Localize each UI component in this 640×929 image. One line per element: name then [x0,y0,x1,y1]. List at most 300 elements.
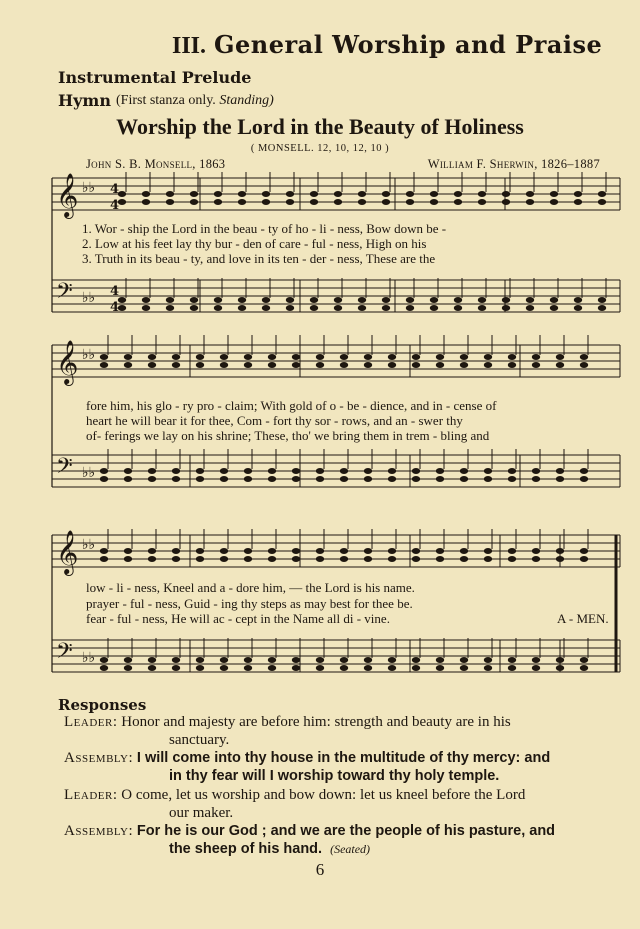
note-head [526,199,534,205]
bass-clef: 𝄢 [56,454,73,484]
note-head [454,297,462,303]
note-head [190,305,198,311]
note-head [148,556,156,562]
note-head [220,476,228,482]
note-head [436,556,444,562]
note-head [316,476,324,482]
note-head [436,354,444,360]
note-head [598,297,606,303]
response-assembly-2-cont [169,840,370,858]
note-head [220,556,228,562]
note-head [286,305,294,311]
note-head [316,657,324,663]
note-head [238,199,246,205]
note-head [214,297,222,303]
note-head [556,362,564,368]
note-head [598,305,606,311]
lyric-s1-v2: 2. Low at his feet lay thy bur - den of care - ful - ness, High on his [82,236,427,251]
note-head [148,354,156,360]
note-head [340,665,348,671]
note-head [268,556,276,562]
role-label: Leader: [64,787,118,803]
note-head [340,657,348,663]
note-head [142,199,150,205]
note-head [454,305,462,311]
note-head [124,665,132,671]
prelude-heading: Instrumental Prelude [58,68,252,87]
note-head [574,199,582,205]
response-leader-1-cont: sanctuary. [169,732,230,748]
note-head [388,657,396,663]
note-head [214,199,222,205]
role-label: Leader: [64,714,118,730]
note-head [580,354,588,360]
note-head [316,665,324,671]
note-head [196,354,204,360]
note-head [100,548,108,554]
note-head [124,657,132,663]
note-head [406,199,414,205]
note-head [172,657,180,663]
amen: A - MEN. [557,611,609,626]
note-head [412,362,420,368]
note-head [166,305,174,311]
note-head [364,354,372,360]
note-head [310,297,318,303]
note-head [502,297,510,303]
note-head [556,354,564,360]
note-head [580,556,588,562]
note-head [286,191,294,197]
page-number: 6 [315,860,325,879]
note-head [412,665,420,671]
note-head [100,657,108,663]
tune-name: ( MONSELL. 12, 10, 12, 10 ) [250,143,390,154]
note-head [412,548,420,554]
note-head [484,548,492,554]
note-head [100,468,108,474]
treble-clef: 𝄞 [56,173,79,217]
note-head [292,468,300,474]
note-head [580,657,588,663]
seated-note: (Seated) [330,842,371,856]
note-head [460,657,468,663]
lyric-s3-v3: fear - ful - ness, He will ac - cept in the Name all di - vine. [86,611,390,626]
note-head [286,199,294,205]
note-head [118,297,126,303]
note-head [286,297,294,303]
note-head [358,199,366,205]
note-head [220,468,228,474]
note-head [244,468,252,474]
note-head [310,191,318,197]
note-head [196,657,204,663]
note-head [430,305,438,311]
note-head [532,556,540,562]
note-head [124,354,132,360]
note-head [340,556,348,562]
note-head [508,476,516,482]
role-label: Assembly: [64,823,134,839]
note-head [364,556,372,562]
lyric-s1-v3: 3. Truth in its beau - ty, and love in its ten - der - ness, These are the [82,251,436,266]
note-head [388,362,396,368]
note-head [310,199,318,205]
note-head [124,362,132,368]
time-signature: 4 [110,300,120,315]
note-head [148,468,156,474]
treble-clef: 𝄞 [56,340,79,384]
note-head [532,476,540,482]
note-head [172,665,180,671]
note-head [148,665,156,671]
note-head [580,548,588,554]
note-head [460,354,468,360]
note-head [262,191,270,197]
note-head [526,305,534,311]
note-head [292,548,300,554]
bass-clef: 𝄢 [56,279,73,309]
note-head [316,354,324,360]
note-head [142,305,150,311]
note-head [460,362,468,368]
note-head [550,199,558,205]
note-head [358,297,366,303]
response-text: the sheep of his hand. [169,841,323,857]
note-head [220,665,228,671]
note-head [268,476,276,482]
note-head [166,199,174,205]
note-head [460,556,468,562]
note-head [454,199,462,205]
note-head [484,665,492,671]
note-head [244,476,252,482]
note-head [388,468,396,474]
note-head [238,297,246,303]
note-head [532,354,540,360]
response-text: Honor and majesty are before him: strength and beauty are in his [121,714,511,730]
note-head [436,657,444,663]
note-head [364,476,372,482]
note-head [268,548,276,554]
note-head [220,548,228,554]
key-signature: ♭♭ [82,290,96,306]
note-head [406,191,414,197]
note-head [484,556,492,562]
note-head [436,362,444,368]
note-head [100,354,108,360]
note-head [190,199,198,205]
note-head [262,305,270,311]
note-head [364,665,372,671]
note-head [550,191,558,197]
note-head [364,468,372,474]
response-text: For he is our God ; and we are the people of his pasture, and [136,823,556,839]
note-head [460,468,468,474]
note-head [436,476,444,482]
note-head [382,191,390,197]
time-signature: 4 [110,284,120,299]
note-head [100,665,108,671]
note-head [340,354,348,360]
note-head [268,354,276,360]
note-head [382,199,390,205]
role-label: Assembly: [64,750,134,766]
note-head [508,556,516,562]
note-head [574,191,582,197]
note-head [124,548,132,554]
note-head [508,665,516,671]
lyric-s2-v2: heart he will bear it for thee, Com - fort thy sor - rows, and an - swer thy [86,413,463,428]
author-credit: John S. B. Monsell, 1863 [86,157,226,171]
note-head [412,657,420,663]
note-head [526,191,534,197]
note-head [556,468,564,474]
note-head [478,305,486,311]
key-signature: ♭♭ [82,537,96,553]
note-head [382,297,390,303]
responses-heading: Responses [58,696,147,714]
lyric-s1-v1: 1. Wor - ship the Lord in the beau - ty of ho - li - ness, Bow down be - [82,221,447,236]
note-head [214,191,222,197]
note-head [148,476,156,482]
note-head [148,362,156,368]
bass-clef: 𝄢 [56,639,73,669]
note-head [238,305,246,311]
key-signature: ♭♭ [82,347,96,363]
note-head [388,556,396,562]
note-head [190,297,198,303]
note-head [292,665,300,671]
note-head [268,665,276,671]
note-head [556,476,564,482]
hymn-heading: Hymn [58,91,111,110]
note-head [292,476,300,482]
note-head [244,556,252,562]
note-head [100,362,108,368]
note-head [172,476,180,482]
note-head [172,362,180,368]
note-head [244,362,252,368]
response-assembly-1 [64,749,550,767]
note-head [430,297,438,303]
note-head [340,362,348,368]
note-head [244,657,252,663]
note-head [316,362,324,368]
note-head [508,548,516,554]
note-head [100,476,108,482]
note-head [598,199,606,205]
note-head [388,665,396,671]
note-head [196,548,204,554]
note-head [484,354,492,360]
note-head [334,191,342,197]
response-text: I will come into thy house in the multitude of thy mercy: and [136,750,551,766]
hymn-note-text: (First stanza only. [116,93,216,108]
note-head [292,362,300,368]
response-leader-2 [64,786,525,804]
note-head [550,305,558,311]
note-head [532,548,540,554]
note-head [364,657,372,663]
note-head [172,354,180,360]
composer-credit: William F. Sherwin, 1826–1887 [427,157,600,171]
note-head [580,468,588,474]
note-head [436,665,444,671]
key-signature: ♭♭ [82,650,96,666]
note-head [430,199,438,205]
note-head [478,297,486,303]
note-head [268,362,276,368]
note-head [460,665,468,671]
time-signature: 4 [110,198,120,213]
note-head [580,362,588,368]
section-number: III. [172,33,207,59]
note-head [340,548,348,554]
section-name: General Worship and Praise [214,30,603,59]
treble-clef: 𝄞 [56,530,79,574]
note-head [484,362,492,368]
note-head [190,191,198,197]
note-head [118,305,126,311]
note-head [460,548,468,554]
note-head [292,354,300,360]
note-head [166,191,174,197]
note-head [508,354,516,360]
note-head [262,199,270,205]
note-head [436,468,444,474]
note-head [220,354,228,360]
note-head [124,476,132,482]
lyric-s3-v2: prayer - ful - ness, Guid - ing thy steps as may best for thee be. [86,596,413,611]
note-head [532,665,540,671]
note-head [412,476,420,482]
lyric-s2-v3: of- ferings we lay on his shrine; These, tho' we bring them in trem - bling and [86,428,490,443]
note-head [100,556,108,562]
note-head [268,468,276,474]
note-head [436,548,444,554]
note-head [484,657,492,663]
note-head [196,665,204,671]
note-head [292,657,300,663]
note-head [412,468,420,474]
note-head [316,556,324,562]
note-head [412,556,420,562]
note-head [196,476,204,482]
note-head [316,548,324,554]
lyric-s2-v1: fore him, his glo - ry pro - claim; With gold of o - be - dience, and in - cense of [86,398,497,413]
note-head [268,657,276,663]
note-head [460,476,468,482]
note-head [124,556,132,562]
note-head [478,199,486,205]
note-head [532,362,540,368]
note-head [124,468,132,474]
time-signature: 4 [110,182,120,197]
note-head [340,476,348,482]
note-head [430,191,438,197]
note-head [172,556,180,562]
note-head [508,657,516,663]
lyric-s3-v1: low - li - ness, Kneel and a - dore him, — the Lord is his name. [86,580,415,595]
note-head [574,297,582,303]
note-head [364,548,372,554]
note-head [244,548,252,554]
note-head [532,468,540,474]
note-head [118,191,126,197]
note-head [244,665,252,671]
note-head [292,556,300,562]
note-head [166,297,174,303]
note-head [262,297,270,303]
note-head [358,305,366,311]
note-head [406,297,414,303]
note-head [244,354,252,360]
note-head [364,362,372,368]
note-head [532,657,540,663]
note-head [406,305,414,311]
note-head [388,548,396,554]
note-head [334,305,342,311]
response-text: O come, let us worship and bow down: let us kneel before the Lord [121,787,526,803]
note-head [388,476,396,482]
note-head [196,362,204,368]
note-head [148,548,156,554]
note-head [172,548,180,554]
note-head [502,305,510,311]
hymn-title: Worship the Lord in the Beauty of Holiness [116,114,524,139]
note-head [340,468,348,474]
key-signature: ♭♭ [82,180,96,196]
note-head [580,665,588,671]
note-head [508,468,516,474]
note-head [484,476,492,482]
note-head [478,191,486,197]
note-head [502,199,510,205]
note-head [142,191,150,197]
note-head [382,305,390,311]
note-head [310,305,318,311]
hymn-posture: Standing) [219,93,274,108]
note-head [238,191,246,197]
note-head [220,657,228,663]
response-leader-2-cont: our maker. [169,805,234,821]
note-head [196,556,204,562]
key-signature: ♭♭ [82,465,96,481]
note-head [550,297,558,303]
note-head [412,354,420,360]
response-leader-1 [64,713,511,731]
response-assembly-1-cont: in thy fear will I worship toward thy holy temple. [169,768,500,784]
note-head [316,468,324,474]
note-head [220,362,228,368]
note-head [502,191,510,197]
note-head [334,199,342,205]
note-head [118,199,126,205]
note-head [508,362,516,368]
note-head [172,468,180,474]
note-head [388,354,396,360]
note-head [148,657,156,663]
note-head [454,191,462,197]
note-head [574,305,582,311]
note-head [196,468,204,474]
note-head [214,305,222,311]
note-head [334,297,342,303]
response-assembly-2 [64,822,555,840]
note-head [358,191,366,197]
note-head [598,191,606,197]
